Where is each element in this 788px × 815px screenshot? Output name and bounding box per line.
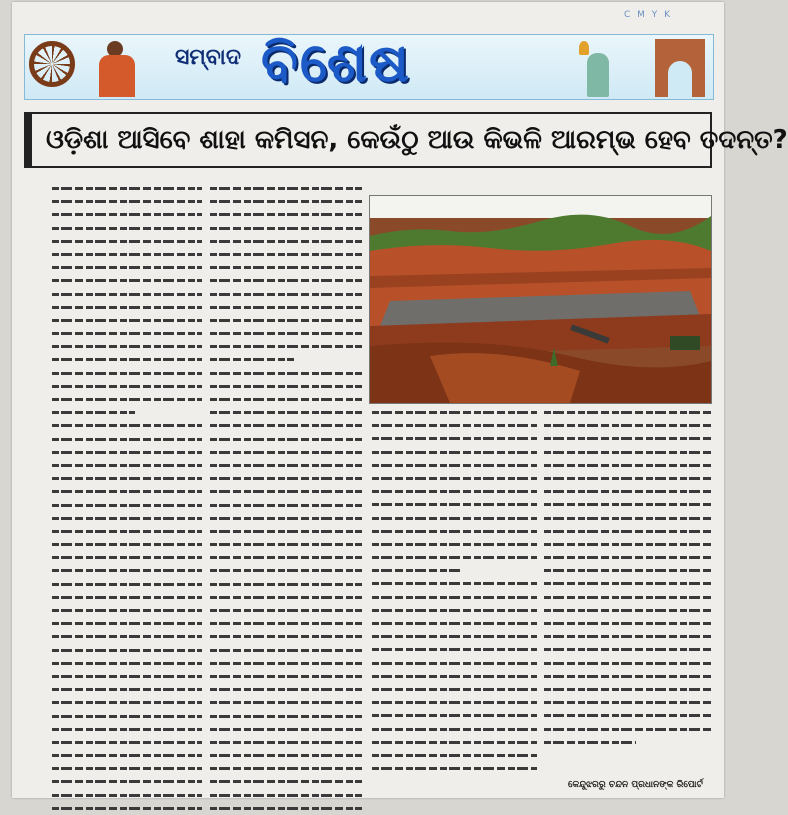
newspaper-page xyxy=(12,2,788,798)
konark-wheel-icon xyxy=(29,41,75,87)
section-banner xyxy=(24,31,714,100)
byline: କେନ୍ଦୁଝରରୁ ଚନ୍ଦନ ପ୍ରଧାନଙ୍କ ରିପୋର୍ଟ xyxy=(568,780,703,790)
india-gate-icon xyxy=(655,39,705,97)
article-column-3 xyxy=(372,406,537,788)
child-illustration-icon xyxy=(93,41,143,97)
headline-box xyxy=(24,112,788,168)
samad-label: ସମ୍ବାଦ xyxy=(175,45,241,70)
article-column-4 xyxy=(544,406,712,788)
open-cast-mine-photo xyxy=(369,195,712,404)
print-mark: C M Y K xyxy=(624,10,673,20)
article-column-1 xyxy=(52,182,202,788)
statue-of-liberty-icon xyxy=(573,39,623,97)
headline: ଓଡ଼ିଶା ଆସିବେ ଶାହା କମିସନ, କେଉଁଠୁ ଆଉ କିଭଳି ଆରମ୍ଭ ହେବ ତଦନ୍ତ? xyxy=(46,124,788,155)
section-title: ବିଶେଷ xyxy=(261,31,411,94)
article-column-2 xyxy=(210,182,362,788)
